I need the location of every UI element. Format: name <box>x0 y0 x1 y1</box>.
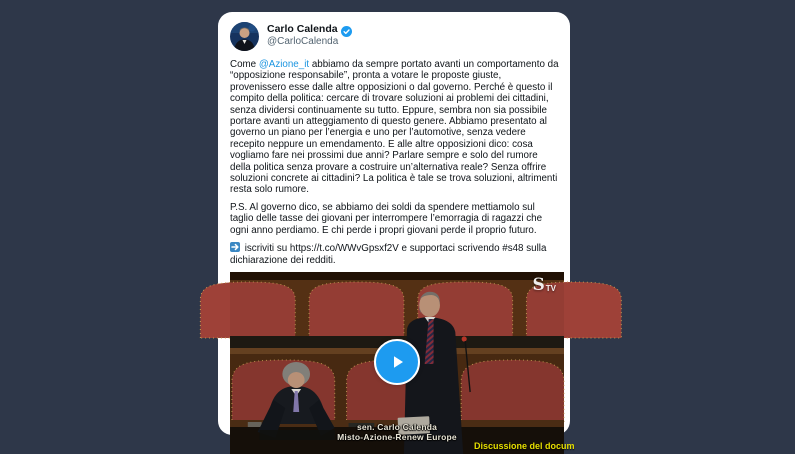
paragraph-1-text-after: abbiamo da sempre portato avanti un comportamento da “opposizione responsabile”, pronta a votare le proposte giuste, provenissero esse dalle altre opposizioni o dal governo. Perché è questo il compito della politica: cercare di trovare soluzioni ai problemi dei cittadini, senza dividersi continuamente su tutto. Eppure, sembra non sia possibile portare avanti un atteggiamento di questo genere. Abbiamo presentato al governo un piano per l’energia e uno per l’automotive, senza vedere recepito neppure un emendamento. E alle altre opposizioni dico: cosa vogliamo fare nei prossimi due anni? Parlare sempre e solo del rumore della politica senza provare a costruire un’alternativa reale? Senza offrire soluzioni concrete ai cittadini? La politica è tale se trova soluzioni, altrimenti resta solo rumore. <box>230 59 559 196</box>
video-player[interactable] <box>230 272 575 454</box>
mention-link-azione[interactable]: @Azione_it <box>258 59 310 70</box>
cta-text-mid: e supportaci scrivendo <box>398 243 503 255</box>
tco-link[interactable]: https://t.co/WWvGpsxf2V <box>289 243 399 255</box>
verified-badge-icon <box>341 24 352 35</box>
video-ticker: Discussione del docum <box>474 440 575 451</box>
tweet-paragraph-1 <box>230 59 560 196</box>
hashtag-s48[interactable]: #s48 <box>502 243 524 255</box>
tweet-paragraph-ps: P.S. Al governo dico, se abbiamo dei soldi da spendere mettiamolo sul taglio delle tasse dei giovani per interrompere l’emorragia di ragazzi che ogni anno perdiamo. E chi perde i propri giovani perde il proprio futuro. <box>230 201 543 236</box>
tweet-header <box>230 22 562 51</box>
tweet-paragraph-cta <box>230 242 560 266</box>
cta-text-after: sulla dichiarazione dei redditi. <box>230 243 547 266</box>
tweet-card <box>218 12 575 451</box>
tweet-text <box>230 59 560 266</box>
video-caption-speaker: sen. Carlo Calenda <box>356 421 438 432</box>
paragraph-1-text-before: Come <box>230 59 259 70</box>
avatar-photo <box>230 22 259 51</box>
cta-text-before: iscriviti su <box>242 243 290 255</box>
arrow-right-emoji <box>230 242 240 252</box>
watermark-s: S <box>532 274 545 295</box>
author-handle[interactable]: @CarloCalenda <box>267 36 339 47</box>
avatar[interactable] <box>230 22 259 51</box>
author-block <box>267 22 352 48</box>
play-icon <box>385 350 409 374</box>
video-caption-party: Misto-Azione-Renew Europe <box>337 431 457 442</box>
author-name[interactable]: Carlo Calenda <box>267 23 338 35</box>
play-button[interactable] <box>374 339 420 385</box>
watermark-tv: TV <box>545 283 556 293</box>
